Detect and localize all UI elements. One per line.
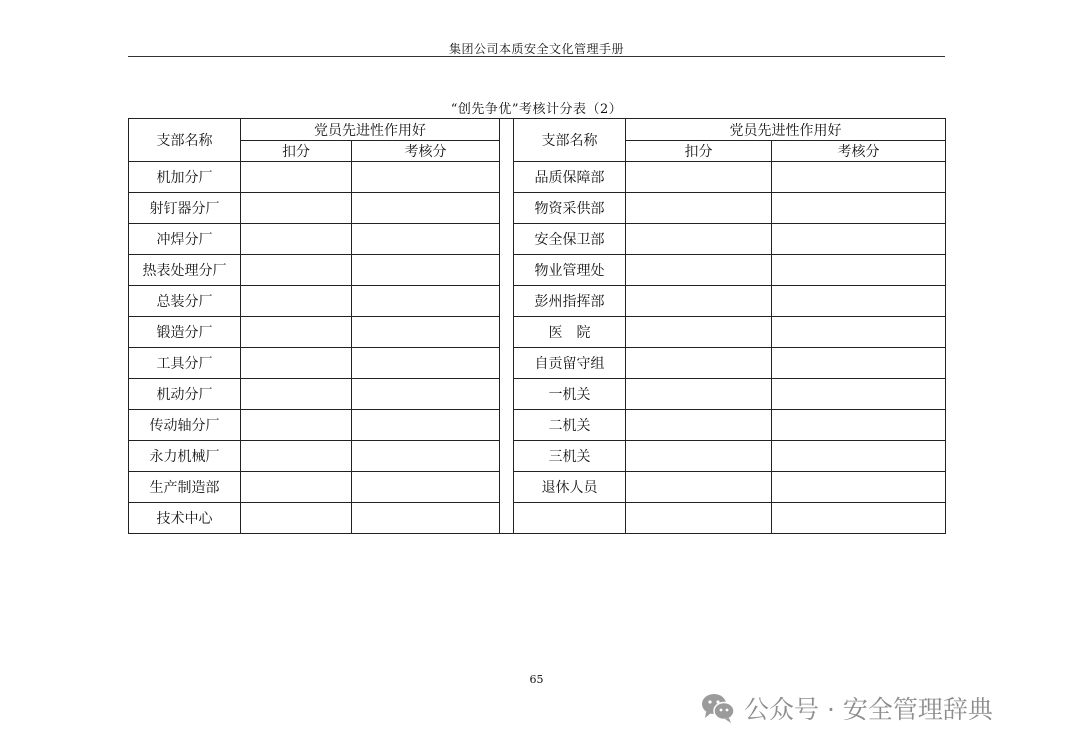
deduct-cell-right[interactable] <box>626 255 772 286</box>
unit-name-left: 总装分厂 <box>129 286 241 317</box>
unit-name-left: 冲焊分厂 <box>129 224 241 255</box>
score-cell-left[interactable] <box>352 348 500 379</box>
unit-name-left: 生产制造部 <box>129 472 241 503</box>
unit-name-right: 医 院 <box>514 317 626 348</box>
watermark <box>700 688 993 728</box>
score-cell-right[interactable] <box>772 410 946 441</box>
header-row <box>129 119 946 141</box>
table-row <box>129 441 946 472</box>
unit-name-right: 物业管理处 <box>514 255 626 286</box>
score-cell-right[interactable] <box>772 255 946 286</box>
score-cell-right[interactable] <box>772 379 946 410</box>
unit-name-right: 自贡留守组 <box>514 348 626 379</box>
unit-name-left: 技术中心 <box>129 503 241 534</box>
deduct-cell-left[interactable] <box>241 348 352 379</box>
deduct-cell-left[interactable] <box>241 317 352 348</box>
score-cell-right[interactable] <box>772 286 946 317</box>
deduct-cell-right[interactable] <box>626 286 772 317</box>
deduct-cell-right[interactable] <box>626 472 772 503</box>
unit-name-left: 工具分厂 <box>129 348 241 379</box>
deduct-cell-left[interactable] <box>241 410 352 441</box>
score-cell-right[interactable] <box>772 224 946 255</box>
deduct-cell-right[interactable] <box>626 503 772 534</box>
deduct-cell-left[interactable] <box>241 193 352 224</box>
score-cell-left[interactable] <box>352 410 500 441</box>
unit-name-right: 退休人员 <box>514 472 626 503</box>
table-row <box>129 410 946 441</box>
score-cell-left[interactable] <box>352 379 500 410</box>
unit-name-right <box>514 503 626 534</box>
group-header-right: 党员先进性作用好 <box>626 119 946 141</box>
score-cell-right[interactable] <box>772 348 946 379</box>
score-header-left: 考核分 <box>352 141 500 162</box>
unit-name-right: 二机关 <box>514 410 626 441</box>
table-row <box>129 379 946 410</box>
group-header-left: 党员先进性作用好 <box>241 119 500 141</box>
unit-name-right: 一机关 <box>514 379 626 410</box>
deduct-cell-left[interactable] <box>241 286 352 317</box>
deduct-cell-right[interactable] <box>626 441 772 472</box>
score-table <box>128 118 946 534</box>
deduct-cell-right[interactable] <box>626 379 772 410</box>
unit-name-left: 热表处理分厂 <box>129 255 241 286</box>
running-header: 集团公司本质安全文化管理手册 <box>448 42 624 56</box>
wechat-icon <box>700 692 736 724</box>
score-cell-right[interactable] <box>772 317 946 348</box>
score-header-right: 考核分 <box>772 141 946 162</box>
table-row <box>129 286 946 317</box>
unit-name-right: 三机关 <box>514 441 626 472</box>
table-row <box>129 317 946 348</box>
table-row <box>129 472 946 503</box>
deduct-cell-right[interactable] <box>626 162 772 193</box>
unit-header-left: 支部名称 <box>129 119 241 162</box>
unit-name-right: 品质保障部 <box>514 162 626 193</box>
table-row <box>129 162 946 193</box>
score-cell-left[interactable] <box>352 503 500 534</box>
deduct-cell-right[interactable] <box>626 193 772 224</box>
unit-name-right: 物资采供部 <box>514 193 626 224</box>
score-cell-left[interactable] <box>352 193 500 224</box>
score-cell-left[interactable] <box>352 317 500 348</box>
score-cell-left[interactable] <box>352 255 500 286</box>
score-cell-right[interactable] <box>772 162 946 193</box>
unit-name-right: 安全保卫部 <box>514 224 626 255</box>
score-cell-left[interactable] <box>352 441 500 472</box>
table-row <box>129 224 946 255</box>
unit-name-left: 机动分厂 <box>129 379 241 410</box>
unit-header-right: 支部名称 <box>514 119 626 162</box>
score-cell-right[interactable] <box>772 472 946 503</box>
score-cell-left[interactable] <box>352 162 500 193</box>
deduct-header-right: 扣分 <box>626 141 772 162</box>
deduct-cell-left[interactable] <box>241 162 352 193</box>
deduct-cell-left[interactable] <box>241 224 352 255</box>
unit-name-left: 永力机械厂 <box>129 441 241 472</box>
deduct-cell-left[interactable] <box>241 441 352 472</box>
deduct-cell-left[interactable] <box>241 472 352 503</box>
unit-name-left: 射钉器分厂 <box>129 193 241 224</box>
deduct-cell-left[interactable] <box>241 503 352 534</box>
page-number: 65 <box>529 673 544 686</box>
deduct-header-left: 扣分 <box>241 141 352 162</box>
deduct-cell-right[interactable] <box>626 410 772 441</box>
score-cell-right[interactable] <box>772 193 946 224</box>
unit-name-left: 传动轴分厂 <box>129 410 241 441</box>
deduct-cell-right[interactable] <box>626 317 772 348</box>
deduct-cell-right[interactable] <box>626 348 772 379</box>
watermark-text: 公众号 · 安全管理辞典 <box>744 695 993 724</box>
deduct-cell-left[interactable] <box>241 255 352 286</box>
table-row <box>129 193 946 224</box>
deduct-cell-right[interactable] <box>626 224 772 255</box>
table-row <box>129 503 946 534</box>
score-cell-left[interactable] <box>352 286 500 317</box>
table-title: “创先争优”考核计分表（2） <box>450 102 623 117</box>
score-cell-left[interactable] <box>352 472 500 503</box>
table-row <box>129 255 946 286</box>
unit-name-left: 锻造分厂 <box>129 317 241 348</box>
table-row <box>129 348 946 379</box>
column-gap <box>500 119 514 534</box>
header-rule <box>128 56 945 57</box>
deduct-cell-left[interactable] <box>241 379 352 410</box>
score-cell-left[interactable] <box>352 224 500 255</box>
unit-name-right: 彭州指挥部 <box>514 286 626 317</box>
unit-name-left: 机加分厂 <box>129 162 241 193</box>
score-cell-right[interactable] <box>772 503 946 534</box>
score-cell-right[interactable] <box>772 441 946 472</box>
